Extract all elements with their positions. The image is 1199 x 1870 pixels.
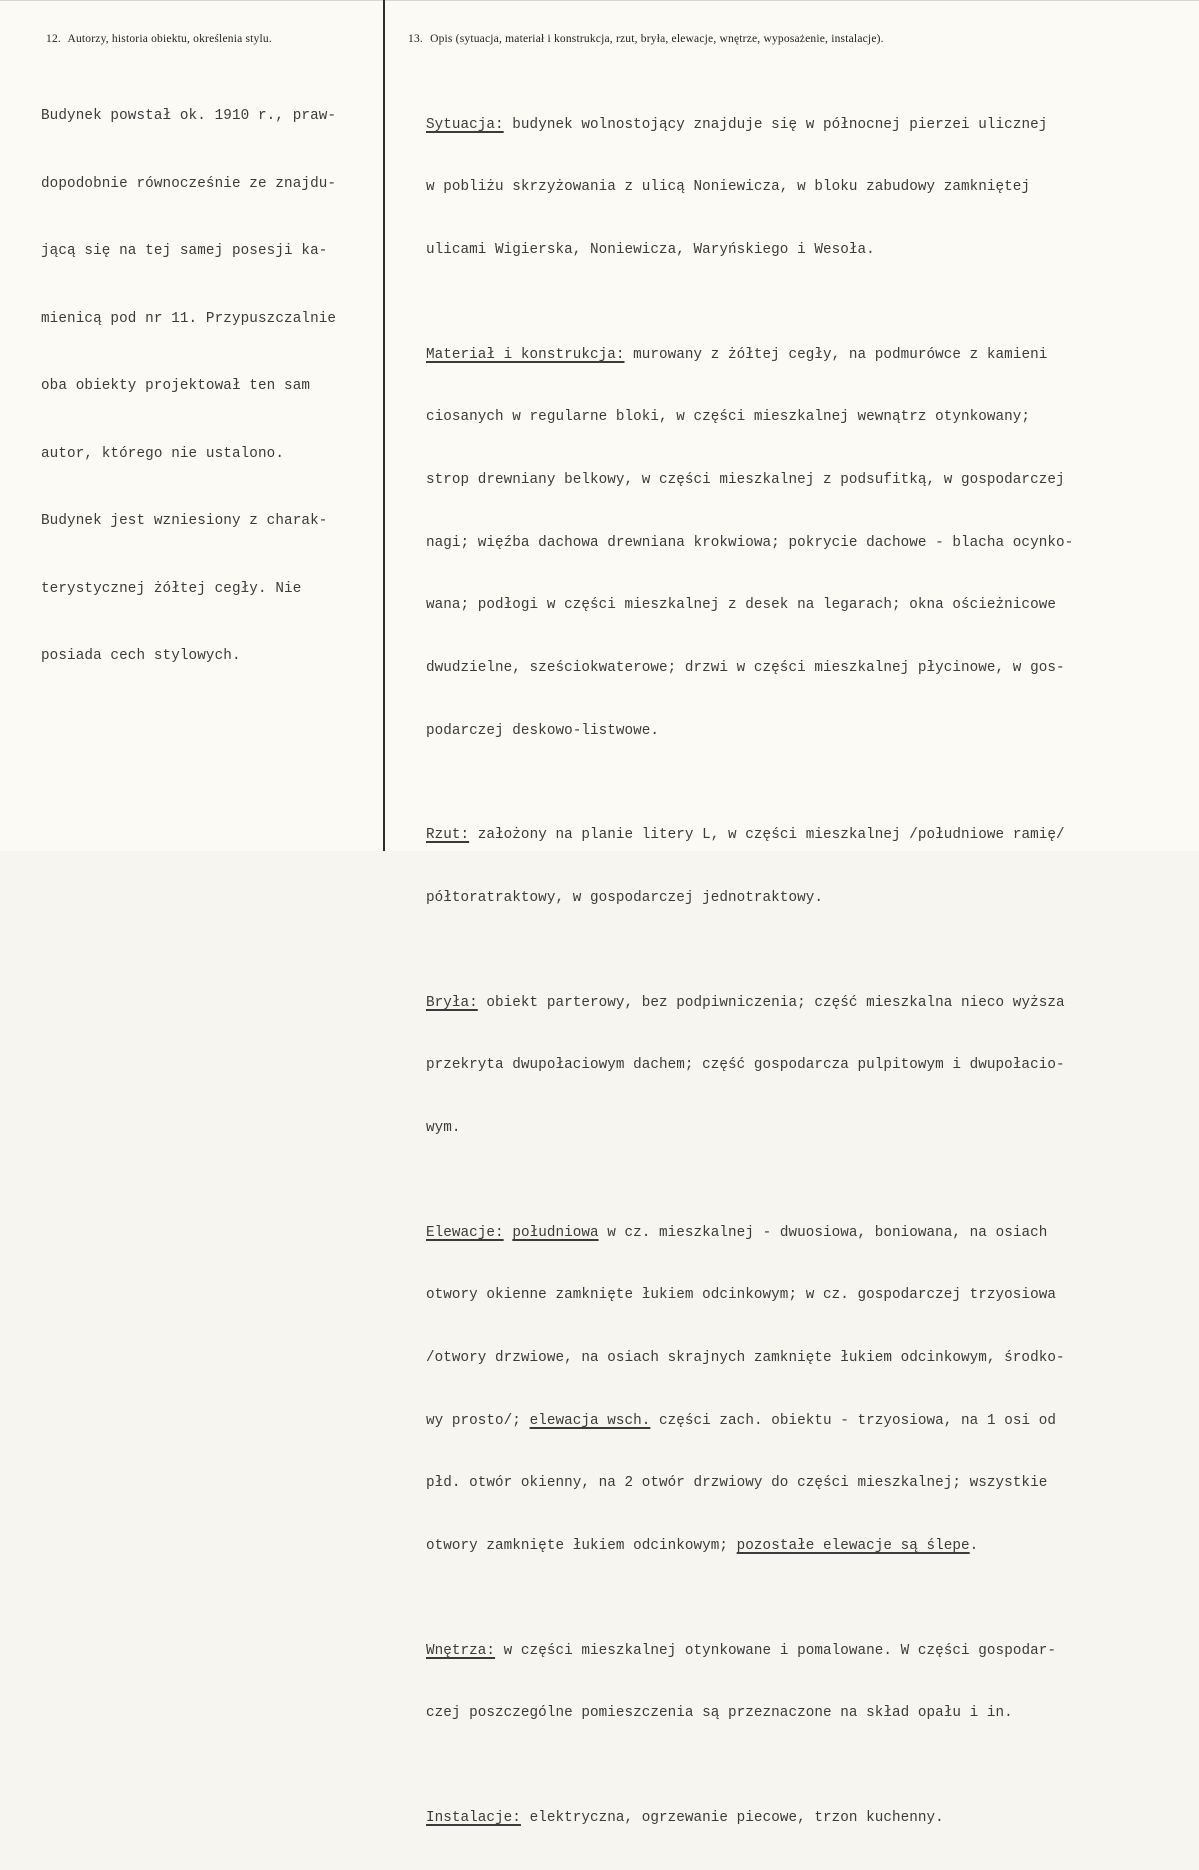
mass-line: przekryta dwupołaciowym dachem; część gospodarcza pulpitowym i dwupołacio- (426, 1057, 1065, 1074)
material-line: wana; podłogi w części mieszkalnej z desek na legarach; okna ościeżnicowe (426, 597, 1056, 614)
mass-line: Bryła: obiekt parterowy, bez podpiwniczenia; część mieszkalna nieco wyższa (426, 994, 1065, 1011)
authors-line: oba obiekty projektował ten sam (41, 378, 311, 394)
top-border (0, 0, 1199, 1)
interior-line: Wnętrza: w części mieszkalnej otynkowane i pomalowane. W części gospodar- (426, 1642, 1056, 1659)
authors-line: Budynek jest wzniesiony z charak- (41, 513, 328, 529)
installations-line: Instalacje: elektryczna, ogrzewanie piecowe, trzon kuchenny. (426, 1809, 944, 1826)
interior-label: Wnętrza: (426, 1642, 496, 1659)
description-text (426, 52, 1186, 1870)
elevations-line: otwory zamknięte łukiem odcinkowym; pozostałe elewacje są ślepe. (426, 1538, 979, 1555)
situation-line: w pobliżu skrzyżowania z ulicą Noniewicza, w bloku zabudowy zamkniętej (426, 179, 1031, 196)
elevations-line: otwory okienne zamknięte łukiem odcinkowym; w cz. gospodarczej trzyosiowa (426, 1287, 1056, 1304)
authors-line: mienicą pod nr 11. Przypuszczalnie (41, 310, 337, 327)
elevation-east-label: elewacja wsch. (529, 1412, 651, 1429)
elevations-line: /otwory drzwiowe, na osiach skrajnych zamknięte łukiem odcinkowym, środko- (426, 1349, 1065, 1366)
authors-line: autor, którego nie ustalono. (41, 445, 285, 462)
mass-line: wym. (426, 1120, 461, 1136)
material-label: Materiał i konstrukcja: (426, 346, 625, 363)
authors-line: terystycznej żółtej cegły. Nie (41, 580, 302, 597)
mass-label: Bryła: (426, 994, 478, 1011)
material-line: ciosanych w regularne bloki, w części mieszkalnej wewnątrz otynkowany; (426, 409, 1031, 426)
section-13-title: Opis (sytuacja, materiał i konstrukcja, rzut, bryła, elewacje, wnętrze, wyposażenie, instalacje). (430, 33, 884, 45)
section-13-number: 13. (408, 33, 423, 45)
plan-line: Rzut: założony na planie litery L, w części mieszkalnej /południowe ramię/ (426, 827, 1065, 844)
section-12-number: 12. (46, 33, 61, 45)
material-line: strop drewniany belkowy, w części mieszkalnej z podsufitką, w gospodarczej (426, 472, 1065, 489)
plan-line: półtoratraktowy, w gospodarczej jednotraktowy. (426, 890, 823, 907)
material-line: dwudzielne, sześciokwaterowe; drzwi w części mieszkalnej płycinowe, w gos- (426, 660, 1065, 677)
situation-line: ulicami Wigierska, Noniewicza, Waryńskiego i Wesoła. (426, 242, 875, 259)
situation-line: Sytuacja: budynek wolnostojący znajduje się w północnej pierzei ulicznej (426, 116, 1048, 133)
elevations-line: płd. otwór okienny, na 2 otwór drzwiowy do części mieszkalnej; wszystkie (426, 1475, 1048, 1492)
installations-label: Instalacje: (426, 1809, 521, 1826)
material-line: Materiał i konstrukcja: murowany z żółtej cegły, na podmurówce z kamieni (426, 346, 1048, 363)
section-12-title: Autorzy, historia obiektu, określenia stylu. (67, 33, 272, 45)
material-line: podarczej deskowo-listwowe. (426, 722, 659, 739)
authors-line: jącą się na tej samej posesji ka- (41, 243, 328, 259)
authors-line: Budynek powstał ok. 1910 r., praw- (41, 108, 337, 124)
elevations-line: Elewacje: południowa w cz. mieszkalnej - dwuosiowa, boniowana, na osiach (426, 1224, 1048, 1241)
authors-history-text (41, 60, 391, 713)
authors-line: posiada cech stylowych. (41, 648, 241, 664)
section-13-header (408, 33, 884, 45)
authors-line: dopodobnie równocześnie ze znajdu- (41, 175, 337, 192)
elevation-blind-note: pozostałe elewacje są ślepe (736, 1538, 970, 1555)
material-line: nagi; więźba dachowa drewniana krokwiowa; pokrycie dachowe - blacha ocynko- (426, 534, 1074, 551)
elevations-label: Elewacje: (426, 1224, 504, 1241)
elevations-line: wy prosto/; elewacja wsch. części zach. obiektu - trzyosiowa, na 1 osi od (426, 1412, 1056, 1429)
plan-label: Rzut: (426, 827, 470, 844)
section-12-header (46, 33, 272, 45)
interior-line: czej poszczególne pomieszczenia są przeznaczone na skład opału i in. (426, 1705, 1013, 1722)
situation-label: Sytuacja: (426, 116, 504, 133)
elevation-south-label: południowa (512, 1224, 599, 1241)
